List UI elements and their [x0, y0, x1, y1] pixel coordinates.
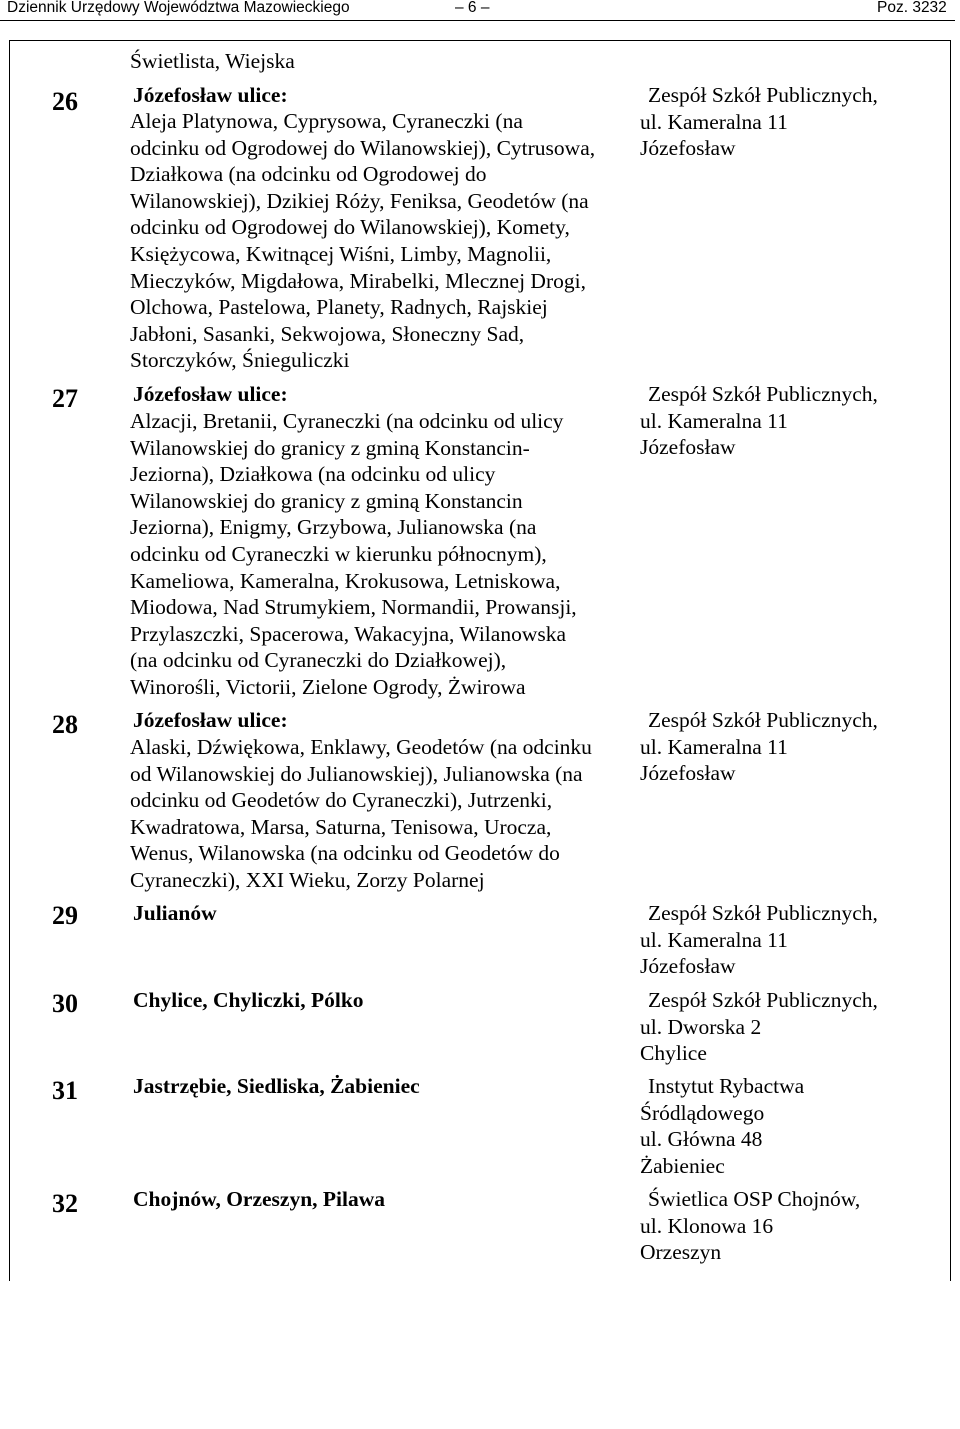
text-line: Żabieniec [640, 1153, 725, 1178]
polling-station-address [640, 1073, 804, 1179]
position-number: Poz. 3232 [877, 0, 947, 16]
text-line: Wenus, Wilanowska (na odcinku od Geodetów do [130, 841, 560, 866]
text-line: Śródlądowego [640, 1100, 765, 1125]
text-line: Storczyków, Śnieguliczki [130, 348, 350, 373]
page-header [0, 0, 960, 24]
row-number: 27 [52, 384, 78, 413]
row-title: Józefosław ulice: [133, 83, 288, 107]
text-line: Księżycowa, Kwitnącej Wiśni, Limby, Magnolii, [130, 241, 552, 266]
text-line: Józefosław [640, 136, 736, 161]
text-line: Jeziorna), Enigmy, Grzybowa, Julianowska (na [130, 515, 537, 540]
text-line: Józefosław [640, 435, 736, 460]
row-title: Julianów [133, 901, 217, 925]
polling-station-address [640, 900, 878, 980]
text-line: ul. Kameralna 11 [640, 408, 788, 433]
text-line: Jeziorna), Działkowa (na odcinku od ulicy [130, 462, 496, 487]
text-line: Wilanowskiej), Dzikiej Róży, Feniksa, Geodetów (na [130, 188, 589, 213]
text-line: ul. Kameralna 11 [640, 109, 788, 134]
row-streets [130, 408, 577, 701]
polling-station-address [640, 987, 878, 1067]
row-streets [130, 108, 595, 374]
text-line: Zespół Szkół Publicznych, [648, 382, 878, 406]
row-number: 29 [52, 901, 78, 930]
row-title: Józefosław ulice: [133, 382, 288, 406]
row-number: 31 [52, 1076, 78, 1105]
text-line: Chylice [640, 1041, 707, 1066]
polling-station-address [640, 381, 878, 461]
row-number: 28 [52, 710, 78, 739]
page-number: – 6 – [455, 0, 490, 16]
text-line: (na odcinku od Cyraneczki do Działkowej), [130, 648, 507, 673]
row-number: 26 [52, 87, 78, 116]
text-line: Józefosław [640, 761, 736, 786]
text-line: Aleja Platynowa, Cyprysowa, Cyraneczki (na [130, 109, 523, 133]
row-number: 30 [52, 989, 78, 1018]
text-line: odcinku od Ogrodowej do Wilanowskiej), Cytrusowa, [130, 135, 596, 160]
text-line: Zespół Szkół Publicznych, [648, 901, 878, 925]
text-line: Józefosław [640, 954, 736, 979]
text-line: odcinku od Cyraneczki w kierunku północnym), [130, 541, 547, 566]
text-line: ul. Kameralna 11 [640, 734, 788, 759]
row-number: 32 [52, 1189, 78, 1218]
text-line: Działkowa (na odcinku od Ogrodowej do [130, 162, 487, 187]
text-line: ul. Główna 48 [640, 1127, 763, 1152]
text-line: Wilanowskiej do granicy z gminą Konstancin [130, 488, 523, 513]
text-line: ul. Kameralna 11 [640, 927, 788, 952]
row-streets [130, 734, 592, 894]
text-line: od Wilanowskiej do Julianowskiej), Julianowska (na [130, 761, 583, 786]
text-line: Zespół Szkół Publicznych, [648, 708, 878, 732]
header-rule [0, 20, 955, 21]
text-line: ul. Klonowa 16 [640, 1213, 774, 1238]
text-line: Mieczyków, Migdałowa, Mirabelki, Mlecznej Drogi, [130, 268, 586, 293]
text-line: ul. Dworska 2 [640, 1014, 762, 1039]
text-line: Zespół Szkół Publicznych, [648, 83, 878, 107]
text-line: Instytut Rybactwa [648, 1074, 805, 1098]
text-line: odcinku od Ogrodowej do Wilanowskiej), Komety, [130, 215, 570, 240]
text-line: Wilanowskiej do granicy z gminą Konstancin- [130, 435, 530, 460]
text-line: Olchowa, Pastelowa, Planety, Radnych, Rajskiej [130, 295, 548, 320]
top-fragment: Świetlista, Wiejska [130, 49, 295, 73]
text-line: Jabłoni, Sasanki, Sekwojowa, Słoneczny Sad, [130, 321, 525, 346]
polling-station-address [640, 707, 878, 787]
text-line: Alaski, Dźwiękowa, Enklawy, Geodetów (na odcinku [130, 735, 592, 759]
row-title: Chojnów, Orzeszyn, Pilawa [133, 1187, 386, 1211]
journal-title: Dziennik Urzędowy Województwa Mazowieckiego [7, 0, 350, 16]
row-title: Chylice, Chyliczki, Pólko [133, 988, 364, 1012]
text-line: Orzeszyn [640, 1240, 722, 1265]
text-line: odcinku od Geodetów do Cyraneczki), Jutrzenki, [130, 788, 553, 813]
text-line: Świetlica OSP Chojnów, [648, 1187, 861, 1211]
text-line: Miodowa, Nad Strumykiem, Normandii, Prowansji, [130, 595, 577, 620]
text-line: Winorośli, Victorii, Zielone Ogrody, Żwirowa [130, 674, 526, 699]
text-line: Przylaszczki, Spacerowa, Wakacyjna, Wilanowska [130, 621, 567, 646]
polling-station-address [640, 1186, 860, 1266]
text-line: Cyraneczki), XXI Wieku, Zorzy Polarnej [130, 867, 485, 892]
row-title: Jastrzębie, Siedliska, Żabieniec [133, 1074, 420, 1098]
text-line: Kameliowa, Kameralna, Krokusowa, Letniskowa, [130, 568, 561, 593]
row-title: Józefosław ulice: [133, 708, 288, 732]
polling-station-address [640, 82, 878, 162]
text-line: Kwadratowa, Marsa, Saturna, Tenisowa, Urocza, [130, 814, 552, 839]
text-line: Zespół Szkół Publicznych, [648, 988, 878, 1012]
text-line: Alzacji, Bretanii, Cyraneczki (na odcinku od ulicy [130, 409, 564, 433]
